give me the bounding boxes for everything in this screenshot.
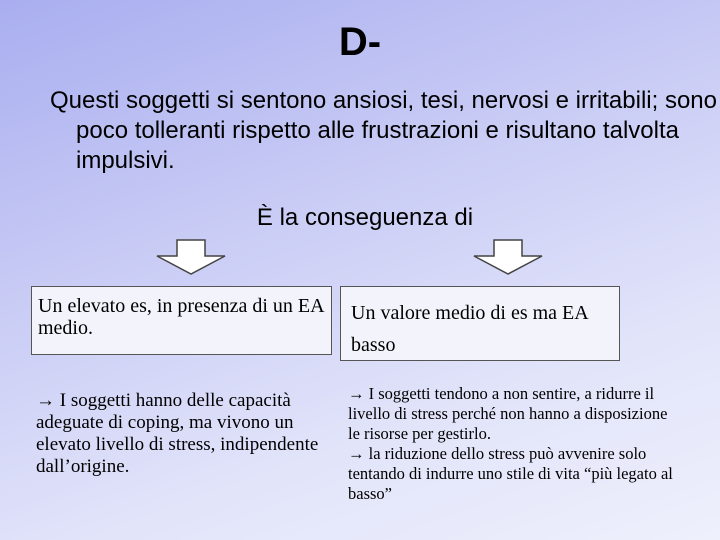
slide-title: D-: [338, 20, 382, 64]
left-detail: [36, 390, 326, 478]
left-detail-text: I soggetti hanno delle capacità adeguate di coping, ma vivono un elevato livello di stress, indipendente dall’origine.: [36, 390, 319, 477]
left-cause-box: [31, 286, 332, 355]
right-arrow-icon: →: [348, 444, 365, 463]
right-detail-text-1: I soggetti tendono a non sentire, a ridurre il livello di stress perché non hanno a disposizione le risorse per gestirlo.: [348, 384, 668, 443]
right-cause-text: Un valore medio di es ma EA basso: [351, 302, 588, 356]
down-arrow-icon: [155, 238, 227, 276]
down-arrow-icon: [472, 238, 544, 276]
right-detail-text-2: la riduzione dello stress può avvenire solo tentando di indurre uno stile di vita “più legato al basso”: [348, 444, 673, 503]
consequence-label: È la conseguenza di: [256, 204, 474, 231]
right-arrow-icon: →: [348, 384, 365, 403]
right-arrow-icon: →: [36, 390, 55, 411]
right-cause-box: [340, 286, 620, 361]
intro-paragraph: Questi soggetti si sentono ansiosi, tesi, nervosi e irritabili; sono poco tolleranti rispetto alle frustrazioni e risultano talvolta impulsivi.: [50, 87, 717, 174]
left-cause-text: Un elevato es, in presenza di un EA medio.: [38, 295, 324, 339]
right-detail: [348, 384, 678, 504]
